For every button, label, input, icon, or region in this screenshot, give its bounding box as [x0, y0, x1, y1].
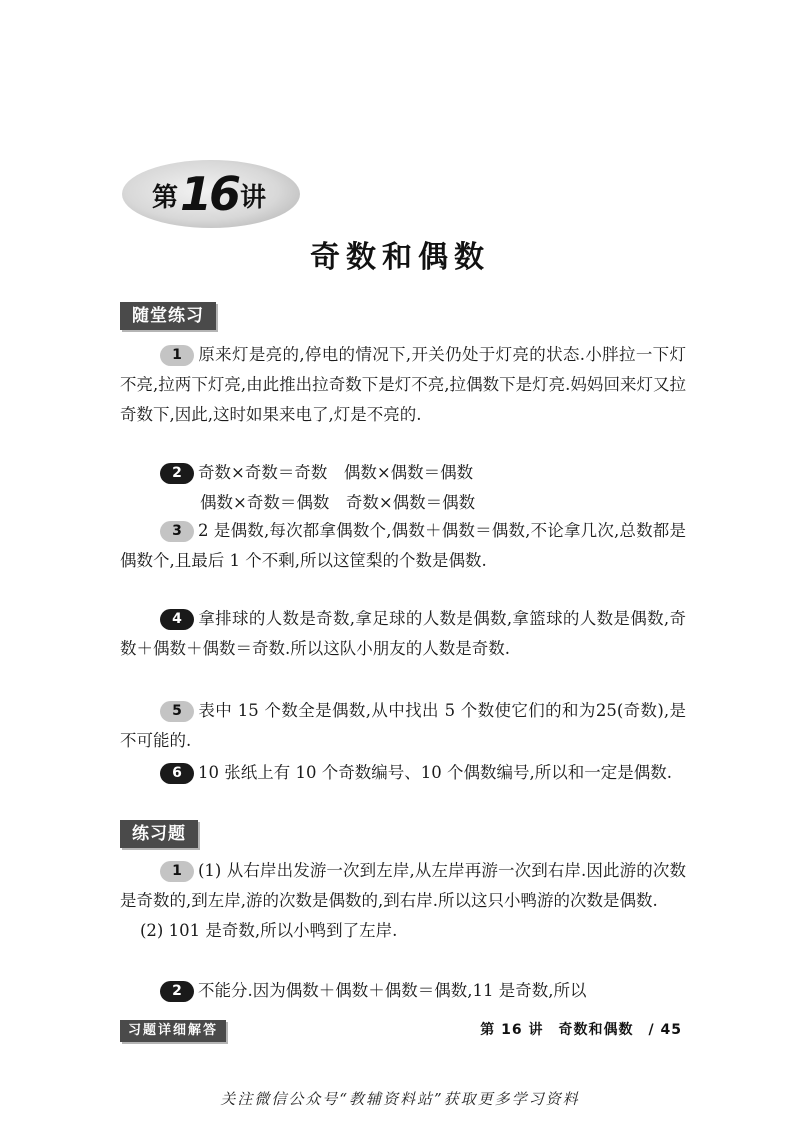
answer-item [120, 856, 686, 946]
answer-text: 10 张纸上有 10 个奇数编号、10 个偶数编号,所以和一定是偶数. [198, 763, 672, 782]
item-number-badge: 5 [160, 701, 194, 722]
footer-page-info: 第 16 讲 奇数和偶数 / 45 [480, 1022, 682, 1038]
item-number-badge: 1 [160, 345, 194, 366]
answer-item [120, 458, 686, 518]
lecture-badge [122, 160, 300, 228]
item-number-badge: 2 [160, 463, 194, 484]
answer-text: 奇数×奇数＝奇数 偶数×偶数＝偶数 [198, 463, 474, 482]
answer-text: (1) 从右岸出发游一次到左岸,从左岸再游一次到右岸.因此游的次数是奇数的,到左岸,游的次数是偶数的,到右岸.所以这只小鸭游的次数是偶数. [120, 861, 686, 910]
answer-item [120, 516, 686, 576]
lecture-prefix: 第 [152, 183, 179, 213]
item-number-badge: 1 [160, 861, 194, 882]
answer-item [120, 758, 686, 788]
item-number-badge: 3 [160, 521, 194, 542]
item-number-badge: 2 [160, 981, 194, 1002]
answer-item [120, 604, 686, 664]
page-title: 奇数和偶数 [310, 240, 490, 275]
answer-item [120, 976, 686, 1006]
item-number-badge: 4 [160, 609, 194, 630]
lecture-number: 16 [180, 167, 239, 221]
bottom-watermark-note: 关注微信公众号“教辅资料站”获取更多学习资料 [220, 1090, 580, 1108]
answer-text: 不能分.因为偶数＋偶数＋偶数＝偶数,11 是奇数,所以 [198, 981, 587, 1000]
answer-text: 2 是偶数,每次都拿偶数个,偶数＋偶数＝偶数,不论拿几次,总数都是偶数个,且最后 1 个不剩,所以这筐梨的个数是偶数. [120, 521, 686, 570]
lecture-suffix: 讲 [240, 183, 267, 213]
answer-item [120, 696, 686, 756]
answer-text: 表中 15 个数全是偶数,从中找出 5 个数使它们的和为25(奇数),是不可能的. [120, 701, 686, 750]
section-label-exercises: 练习题 [120, 820, 198, 848]
item-number-badge: 6 [160, 763, 194, 784]
footer-section-label: 习题详细解答 [120, 1020, 226, 1042]
answer-text: (2) 101 是奇数,所以小鸭到了左岸. [140, 921, 398, 940]
section-label-practice: 随堂练习 [120, 302, 216, 330]
answer-text: 拿排球的人数是奇数,拿足球的人数是偶数,拿篮球的人数是偶数,奇数＋偶数＋偶数＝奇数.所以这队小朋友的人数是奇数. [120, 609, 686, 658]
answer-text: 偶数×奇数＝偶数 奇数×偶数＝偶数 [200, 493, 476, 512]
answer-text: 原来灯是亮的,停电的情况下,开关仍处于灯亮的状态.小胖拉一下灯不亮,拉两下灯亮,由此推出拉奇数下是灯不亮,拉偶数下是灯亮.妈妈回来灯又拉奇数下,因此,这时如果来电了,灯是不亮的. [120, 345, 686, 424]
answer-item [120, 340, 686, 430]
